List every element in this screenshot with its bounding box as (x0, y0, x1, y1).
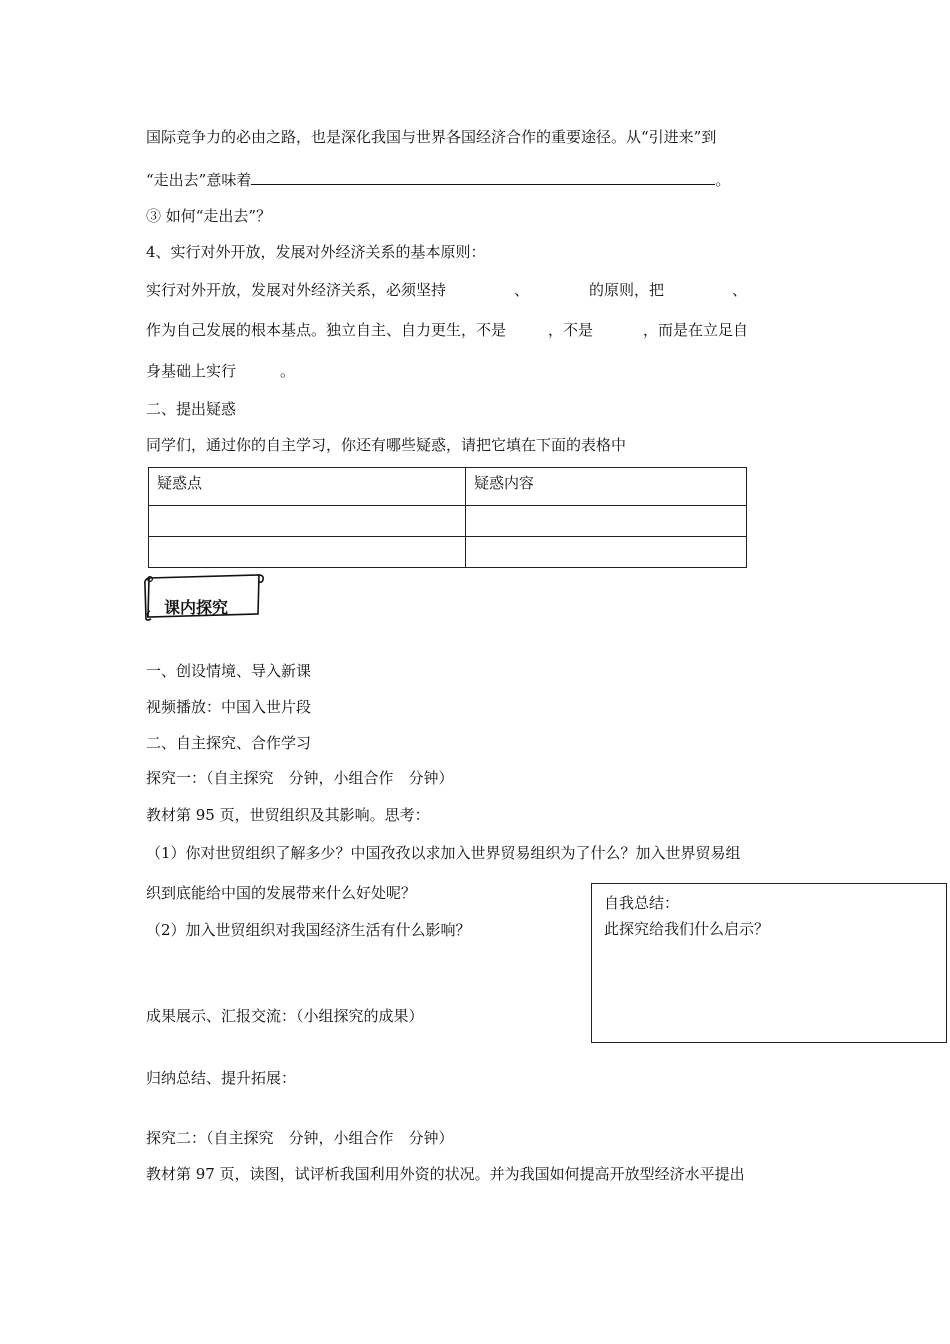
section-heading: 二、自主探究、合作学习 (146, 734, 312, 752)
summary-title: 自我总结： (604, 894, 680, 912)
fill-blank-line (146, 170, 730, 190)
question-line: 织到底能给中国的发展带来什么好处呢？ (146, 884, 417, 902)
instruction-text: 同学们，通过你的自主学习，你还有哪些疑惑，请把它填在下面的表格中 (146, 436, 627, 454)
line-text: ，不是 (548, 321, 594, 339)
question-line: ③ 如何“走出去”？ (146, 207, 272, 225)
table-cell[interactable] (466, 506, 747, 537)
inquiry-title: 探究二：（自主探究 分钟，小组合作 分钟） (146, 1129, 454, 1147)
question-line: （2）加入世贸组织对我国经济生活有什么影响？ (146, 921, 471, 939)
table-header-cell: 疑惑点 (149, 468, 466, 506)
paragraph-line: 归纳总结、提升拓展： (146, 1069, 297, 1087)
line-text: 身基础上实行 (146, 362, 237, 380)
line-text: 实行对外开放，发展对外经济关系，必须坚持 (146, 281, 447, 299)
section-heading: 4、实行对外开放，发展对外经济关系的基本原则： (146, 243, 486, 261)
question-line: （1）你对世贸组织了解多少？中国孜孜以求加入世界贸易组织为了什么？加入世界贸易组 (146, 844, 741, 862)
table-header-cell: 疑惑内容 (466, 468, 747, 506)
paragraph-line: 教材第 95 页，世贸组织及其影响。思考： (146, 806, 430, 824)
line-text: “走出去”意味着 (146, 171, 252, 189)
line-text: 、 (732, 281, 748, 299)
paragraph-line: 视频播放：中国入世片段 (146, 698, 312, 716)
line-text: 、 (514, 281, 530, 299)
table-cell[interactable] (149, 506, 466, 537)
line-text: 。 (715, 171, 731, 189)
line-text: 作为自己发展的根本基点。独立自主、自力更生，不是 (146, 321, 507, 339)
answer-blank[interactable] (251, 170, 715, 185)
paragraph-line: 国际竞争力的必由之路，也是深化我国与世界各国经济合作的重要途径。从“引进来”到 (146, 128, 717, 146)
line-text: ，而是在立足自 (643, 321, 749, 339)
line-text: 的原则，把 (589, 281, 665, 299)
summary-question: 此探究给我们什么启示？ (604, 920, 770, 938)
line-text: 。 (280, 362, 296, 380)
section-heading: 二、提出疑惑 (146, 400, 237, 418)
fill-blank-line (146, 320, 748, 340)
fill-blank-line (146, 361, 295, 381)
table-cell[interactable] (149, 537, 466, 568)
table-cell[interactable] (466, 537, 747, 568)
self-summary-box[interactable] (591, 883, 947, 1043)
fill-blank-line (146, 280, 747, 300)
section-heading: 一、创设情境、导入新课 (146, 662, 312, 680)
paragraph-line: 成果展示、汇报交流：（小组探究的成果） (146, 1007, 424, 1025)
banner-label: 课内探究 (164, 598, 229, 617)
doubts-table (148, 467, 747, 568)
inquiry-title: 探究一：（自主探究 分钟，小组合作 分钟） (146, 769, 454, 787)
paragraph-line: 教材第 97 页，读图，试评析我国利用外资的状况。并为我国如何提高开放型经济水平提出 (146, 1165, 745, 1183)
